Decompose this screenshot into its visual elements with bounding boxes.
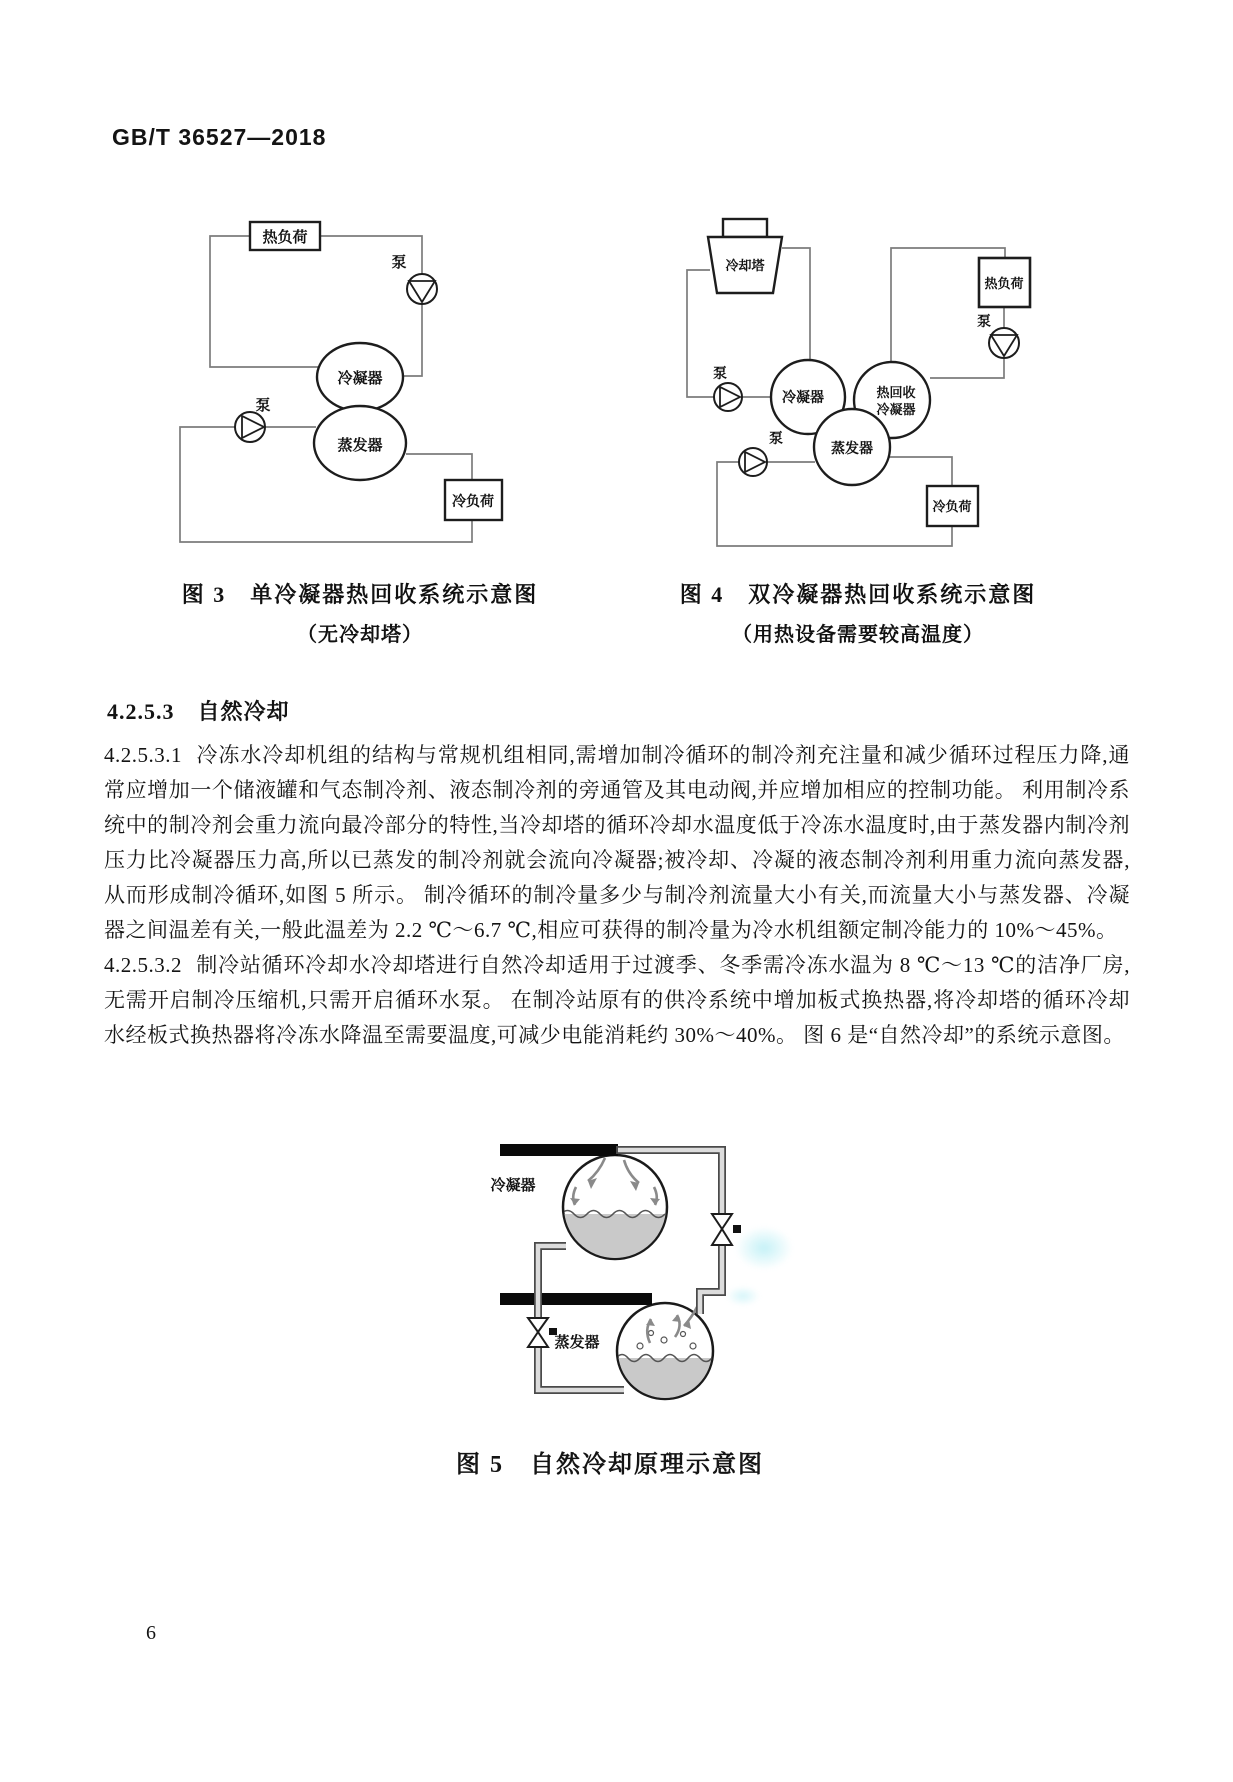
paragraph-number: 4.2.5.3.2 [104,953,182,977]
figure5-diagram [400,1140,760,1410]
fig5-bottom-header-pipe [500,1293,652,1305]
paragraph-number: 4.2.5.3.1 [104,743,182,767]
figure4-caption-title: 图 4 双冷凝器热回收系统示意图 [679,582,1037,607]
fig3-pump-top-label: 泵 [391,254,407,271]
figure3-diagram [150,170,530,550]
fig3-cold-load-label: 冷负荷 [452,493,494,509]
scan-artifact [735,1226,793,1270]
paragraph-text: 制冷站循环冷却水冷却塔进行自然冷却适用于过渡季、冬季需冷冻水温为 8 ℃～13 ℃的洁净厂房,无需开启制冷压缩机,只需开启循环水泵。 在制冷站原有的供冷系统中增加板式换热器,将冷却塔的循环冷却水经板式换热器将冷冻水降温至需要温度,可减少电能消耗约 30%～40%。 图 6 是“自然冷却”的系统示意图。 [104,953,1130,1047]
figure4-diagram [590,170,1040,550]
fig5-evaporator-label: 蒸发器 [554,1334,600,1351]
fig3-evaporator-label: 蒸发器 [337,437,383,454]
scan-artifact [726,1286,760,1306]
page-number: 6 [146,1622,156,1644]
figure3-caption [180,578,540,647]
fig3-heat-load-label: 热负荷 [262,229,308,246]
fig3-pump-left-label: 泵 [255,397,271,414]
fig5-top-header-pipe [500,1144,618,1156]
figure3-caption-note: （无冷却塔） [297,624,423,646]
fig5-condenser-water [560,1211,672,1265]
paragraph-4-2-5-3-2 [104,948,1130,1053]
paragraph-4-2-5-3-1 [104,738,1130,948]
fig3-pump-left-icon [235,412,265,442]
fig4-pump-right-icon [989,328,1019,358]
figure3-caption-title: 图 3 单冷凝器热回收系统示意图 [181,582,539,607]
fig3-pump-top-icon [407,274,437,304]
fig4-evaporator-label: 蒸发器 [831,440,873,456]
fig4-pump-left-icon [714,383,742,411]
fig4-cooling-tower-top [723,219,767,237]
fig4-heat-recovery-label-1: 热回收 [876,385,916,400]
fig5-evaporator-water [615,1355,715,1404]
fig4-cooling-tower-label: 冷却塔 [725,258,765,273]
paragraph-text: 冷冻水冷却机组的结构与常规机组相同,需增加制冷循环的制冷剂充注量和减少循环过程压力降,通常应增加一个储液罐和气态制冷剂、液态制冷剂的旁通管及其电动阀,并应增加相应的控制功能。 利用制冷系统中的制冷剂会重力流向最冷部分的特性,当冷却塔的循环冷却水温度低于冷冻水温度时,由于蒸发器内制冷剂压力比冷凝器压力高,所以已蒸发的制冷剂就会流向冷凝器;被冷却、冷凝的液态制冷剂利用重力流向蒸发器,从而形成制冷循环,如图 5 所示。 制冷循环的制冷量多少与制冷剂流量大小有关,而流量大小与蒸发器、冷凝器之间温差有关,一般此温差为 2.2 ℃～6.7 ℃,相应可获得的制冷量为冷水机组额定制冷能力的 10%～45%。 [104,743,1130,942]
fig4-pump-bottom-label: 泵 [769,430,783,446]
figure4-caption [678,578,1038,647]
fig4-pump-right-label: 泵 [977,313,991,329]
figure5-caption: 图 5 自然冷却原理示意图 [456,1452,764,1478]
fig4-pump-left-label: 泵 [713,365,727,381]
fig4-heat-recovery-label-2: 冷凝器 [876,402,916,417]
fig3-condenser-label: 冷凝器 [337,370,383,387]
standard-number-header: GB/T 36527—2018 [112,124,327,150]
figure4-caption-note: （用热设备需要较高温度） [732,624,984,646]
fig5-valve-left [528,1318,557,1347]
fig5-condenser-label: 冷凝器 [490,1177,536,1194]
fig4-cold-load-label: 冷负荷 [932,499,972,514]
section-heading: 4.2.5.3 自然冷却 [107,699,290,724]
fig4-heat-load-label: 热负荷 [984,276,1024,291]
body-text [104,738,1130,1053]
fig4-pump-bottom-icon [739,448,767,476]
fig4-condenser-label: 冷凝器 [782,389,824,405]
